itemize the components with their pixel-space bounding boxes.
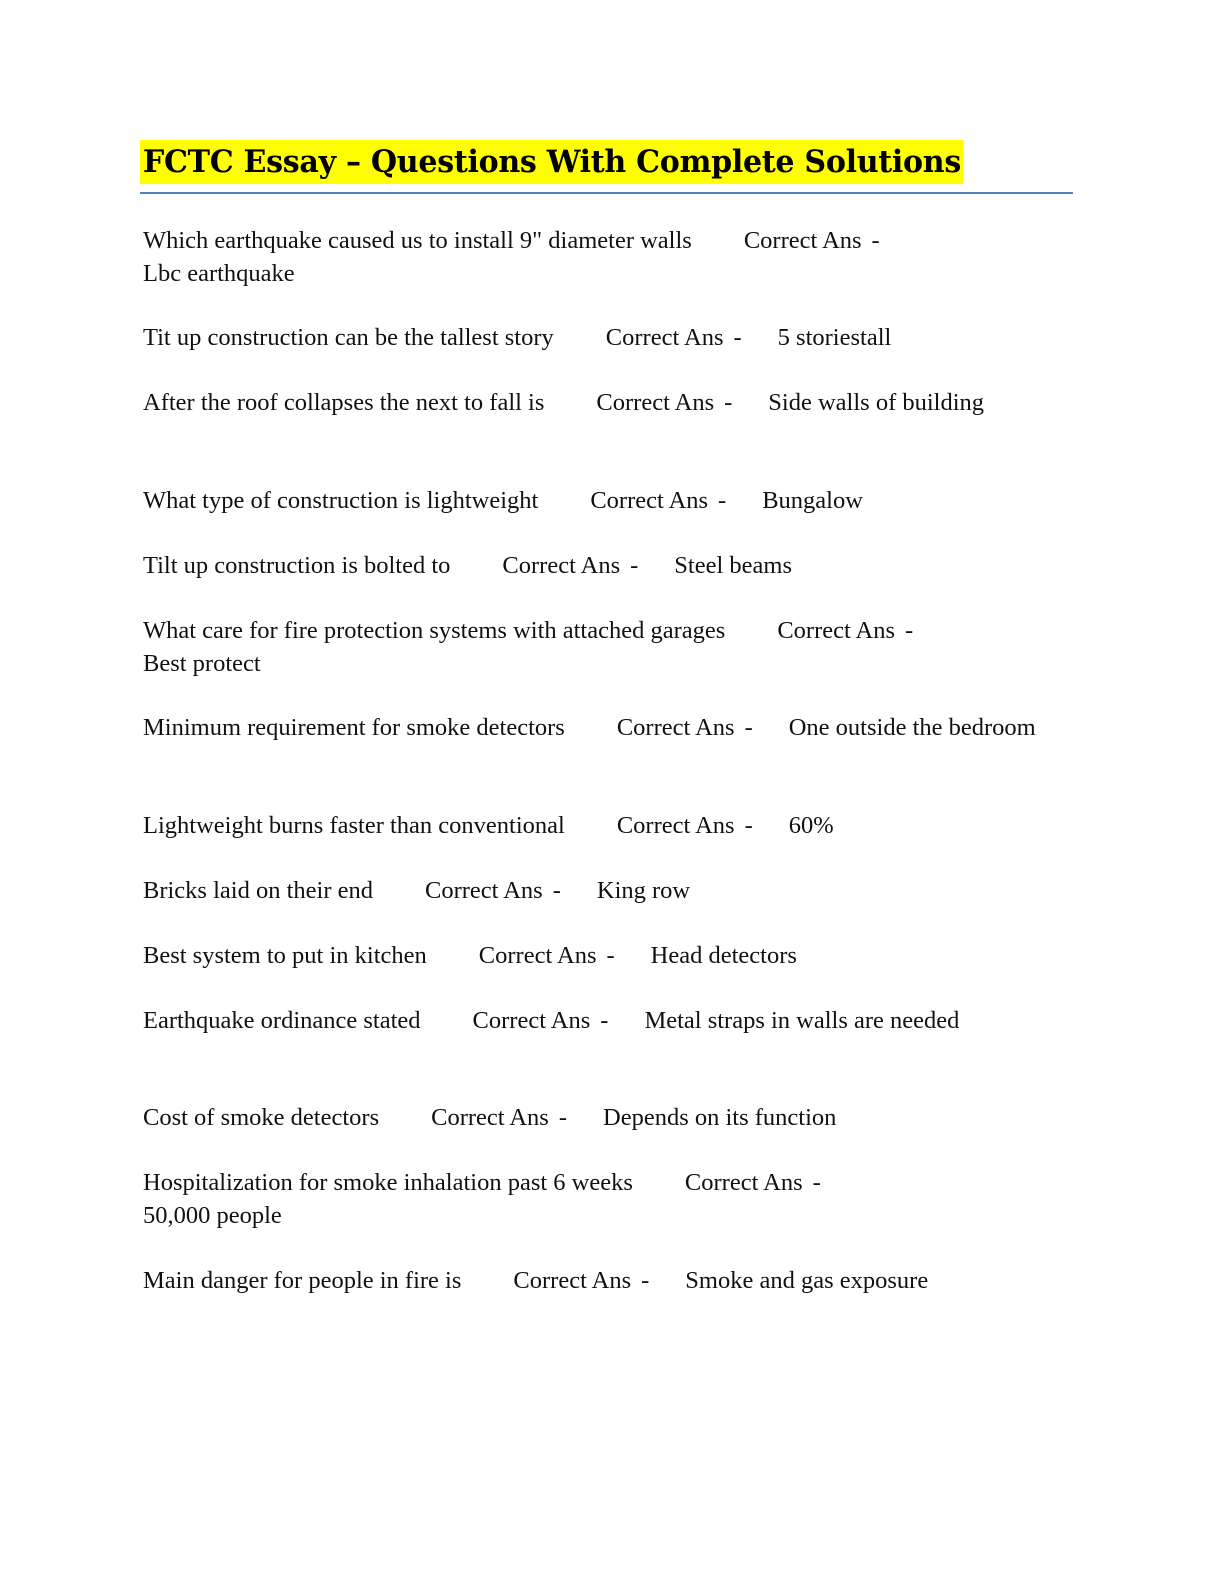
answer-dash: - bbox=[744, 812, 753, 839]
answer-dash: - bbox=[552, 877, 561, 904]
answer-dash: - bbox=[600, 1007, 609, 1034]
question-text: Best system to put in kitchen bbox=[143, 942, 427, 969]
qa-item bbox=[143, 1166, 1078, 1232]
answer-text: Smoke and gas exposure bbox=[685, 1267, 929, 1294]
question-text: What type of construction is lightweight bbox=[143, 487, 539, 514]
qa-item bbox=[143, 614, 1078, 680]
document-title: FCTC Essay – Questions With Complete Solutions bbox=[140, 140, 964, 184]
answer-text: King row bbox=[596, 877, 691, 904]
question-text: Tit up construction can be the tallest story bbox=[143, 324, 554, 351]
answer-label: Correct Ans bbox=[743, 227, 862, 254]
answer-text: Depends on its function bbox=[603, 1104, 837, 1131]
answer-label: Correct Ans bbox=[431, 1104, 549, 1131]
answer-text: Lbc earthquake bbox=[143, 260, 295, 287]
answer-dash: - bbox=[641, 1267, 650, 1294]
answer-dash: - bbox=[744, 714, 753, 741]
question-text: What care for fire protection systems with attached garages bbox=[143, 617, 726, 644]
answer-label: Correct Ans bbox=[472, 1007, 591, 1034]
qa-item bbox=[143, 1004, 1078, 1037]
answer-text: 60% bbox=[788, 812, 834, 839]
answer-label: Correct Ans bbox=[684, 1169, 803, 1196]
answer-text: Side walls of building bbox=[768, 389, 985, 416]
answer-dash: - bbox=[871, 227, 880, 254]
qa-item bbox=[143, 711, 1078, 744]
question-text: Tilt up construction is bolted to bbox=[143, 552, 451, 579]
question-text: Minimum requirement for smoke detectors bbox=[143, 714, 565, 741]
qa-item bbox=[143, 224, 1078, 290]
question-text: Lightweight burns faster than conventional bbox=[143, 812, 565, 839]
answer-dash: - bbox=[812, 1169, 821, 1196]
answer-label: Correct Ans bbox=[513, 1267, 632, 1294]
answer-label: Correct Ans bbox=[424, 877, 543, 904]
question-text: Cost of smoke detectors bbox=[143, 1104, 380, 1131]
qa-item bbox=[143, 1101, 1078, 1134]
title-block bbox=[140, 140, 1073, 184]
answer-label: Correct Ans bbox=[596, 389, 715, 416]
answer-label: Correct Ans bbox=[777, 617, 896, 644]
question-text: Which earthquake caused us to install 9" diameter walls bbox=[143, 227, 692, 254]
qa-item bbox=[143, 321, 1078, 354]
qa-item bbox=[143, 549, 1078, 582]
qa-item bbox=[143, 484, 1078, 517]
answer-dash: - bbox=[724, 389, 733, 416]
qa-item bbox=[143, 939, 1078, 972]
answer-dash: - bbox=[718, 487, 727, 514]
qa-item bbox=[143, 809, 1078, 842]
answer-dash: - bbox=[630, 552, 639, 579]
answer-text: Head detectors bbox=[650, 942, 797, 969]
question-text: Main danger for people in fire is bbox=[143, 1267, 462, 1294]
answer-text: Best protect bbox=[143, 650, 261, 677]
answer-dash: - bbox=[606, 942, 615, 969]
qa-item bbox=[143, 1264, 1078, 1297]
question-text: After the roof collapses the next to fall is bbox=[143, 389, 545, 416]
answer-text: Steel beams bbox=[674, 552, 792, 579]
answer-dash: - bbox=[905, 617, 914, 644]
qa-item bbox=[143, 874, 1078, 907]
answer-label: Correct Ans bbox=[616, 812, 735, 839]
answer-text: Bungalow bbox=[762, 487, 863, 514]
answer-dash: - bbox=[733, 324, 742, 351]
answer-text: 50,000 people bbox=[143, 1202, 282, 1229]
answer-text: Metal straps in walls are needed bbox=[644, 1007, 960, 1034]
answer-label: Correct Ans bbox=[605, 324, 724, 351]
qa-item bbox=[143, 386, 1078, 419]
answer-label: Correct Ans bbox=[478, 942, 597, 969]
title-underline-rule bbox=[140, 192, 1073, 194]
answer-text: 5 storiestall bbox=[777, 324, 892, 351]
question-text: Hospitalization for smoke inhalation past 6 weeks bbox=[143, 1169, 633, 1196]
question-text: Bricks laid on their end bbox=[143, 877, 373, 904]
answer-label: Correct Ans bbox=[590, 487, 709, 514]
question-text: Earthquake ordinance stated bbox=[143, 1007, 421, 1034]
answer-dash: - bbox=[558, 1104, 568, 1131]
answer-label: Correct Ans bbox=[616, 714, 735, 741]
answer-text: One outside the bedroom bbox=[788, 714, 1036, 741]
answer-label: Correct Ans bbox=[502, 552, 621, 579]
